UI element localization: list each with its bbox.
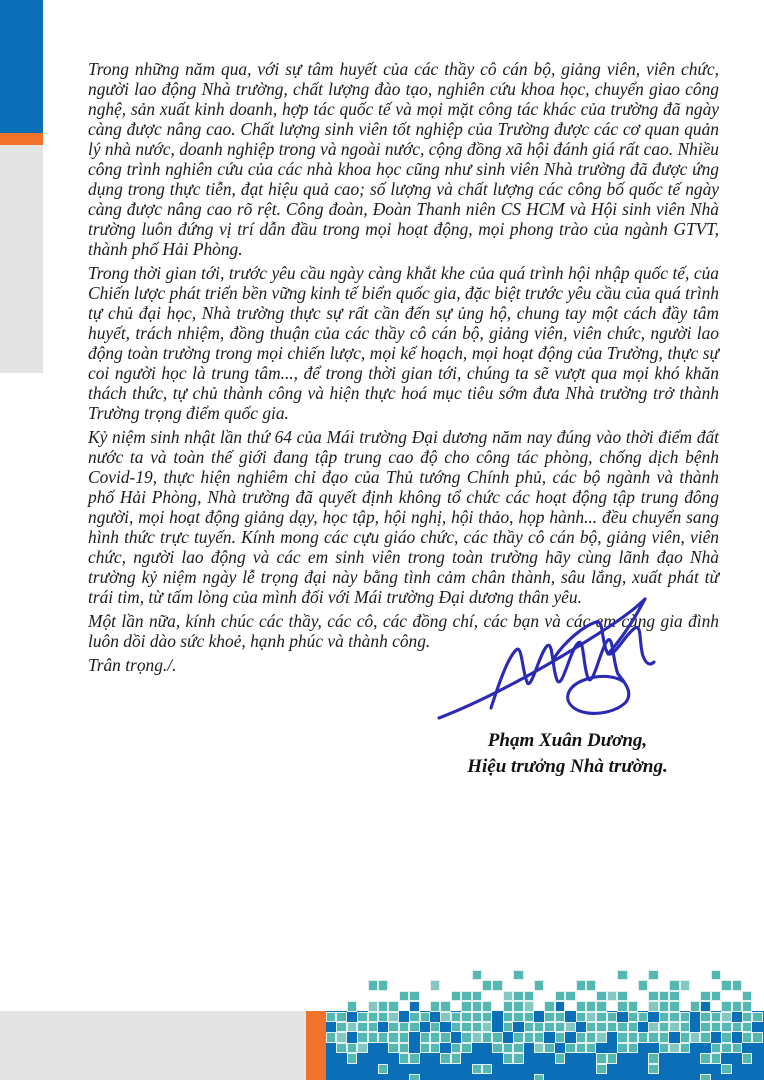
mosaic-cell — [576, 980, 586, 990]
bottom-orange-block — [306, 1011, 326, 1080]
mosaic-cell — [576, 1043, 586, 1053]
mosaic-cell — [326, 1032, 336, 1042]
mosaic-cell — [638, 980, 648, 990]
mosaic-cell — [461, 1043, 471, 1053]
mosaic-cell — [680, 1032, 690, 1042]
mosaic-cell — [482, 980, 492, 990]
mosaic-cell — [482, 1032, 492, 1042]
mosaic-cell — [732, 1022, 742, 1032]
mosaic-cell — [596, 1064, 606, 1074]
mosaic-cell — [503, 1012, 513, 1022]
mosaic-cell — [700, 1012, 710, 1022]
mosaic-cell — [669, 1022, 679, 1032]
mosaic-cell — [534, 1022, 544, 1032]
mosaic-cell — [336, 1043, 346, 1053]
mosaic-cell — [503, 1053, 513, 1063]
mosaic-cell — [513, 1001, 523, 1011]
mosaic-cell — [524, 1032, 534, 1042]
mosaic-cell — [628, 1022, 638, 1032]
mosaic-cell — [721, 1001, 731, 1011]
signer-name: Phạm Xuân Dương, — [487, 730, 648, 751]
mosaic-cell — [638, 1012, 648, 1022]
mosaic-cell — [544, 1043, 554, 1053]
mosaic-cell — [742, 1032, 752, 1042]
mosaic-cell — [430, 1043, 440, 1053]
mosaic-cell — [388, 1032, 398, 1042]
mosaic-cell — [669, 980, 679, 990]
mosaic-cell — [576, 1032, 586, 1042]
mosaic-cell — [368, 980, 378, 990]
mosaic-cell — [430, 1032, 440, 1042]
mosaic-cell — [607, 1053, 617, 1063]
paragraph-2: Trong thời gian tới, trước yêu cầu ngày càng khắt khe của quá trình hội nhập quốc tế, của Chiến lược phát triển bền vững kinh tế biển quốc gia, đặc biệt trước yêu cầu của quá trình tự chủ đại học, Nhà trường thực sự rất cần đến sự ủng hộ, chung tay một cách đầy tâm huyết, trách nhiệm, đồng thuận của các thầy cô cán bộ, giảng viên, viên chức, người lao động toàn trường trong mọi chiến lược, mọi kế hoạch, mọi hoạt động của Trường, thực sự coi người học là trung tâm..., để trong thời gian tới, chúng ta sẽ vượt qua mọi khó khăn thách thức, tự chủ thành công và hiện thực hoá mục tiêu sớm đưa Nhà trường trở thành Trường trọng điểm quốc gia. — [88, 263, 719, 423]
mosaic-cell — [555, 991, 565, 1001]
mosaic-cell — [368, 1032, 378, 1042]
signer-title: Hiệu trưởng Nhà trường. — [467, 756, 668, 777]
mosaic-cell — [451, 1043, 461, 1053]
mosaic-cell — [420, 1032, 430, 1042]
mosaic-cell — [430, 1001, 440, 1011]
mosaic-cell — [357, 1022, 367, 1032]
mosaic-cell — [596, 991, 606, 1001]
mosaic-cell — [409, 1074, 419, 1080]
mosaic-cell — [451, 1022, 461, 1032]
mosaic-cell — [638, 1032, 648, 1042]
mosaic-cell — [648, 1032, 658, 1042]
mosaic-cell — [659, 1032, 669, 1042]
mosaic-cell — [555, 1001, 565, 1011]
mosaic-cell — [576, 1012, 586, 1022]
mosaic-cell — [565, 1022, 575, 1032]
mosaic-cell — [513, 970, 523, 980]
mosaic-cell — [513, 1032, 523, 1042]
mosaic-cell — [617, 1032, 627, 1042]
mosaic-cell — [711, 1043, 721, 1053]
mosaic-cell — [461, 1001, 471, 1011]
mosaic-cell — [721, 1032, 731, 1042]
mosaic-cell — [524, 1012, 534, 1022]
mosaic-cell — [336, 1012, 346, 1022]
mosaic-cell — [492, 980, 502, 990]
mosaic-cell — [378, 1032, 388, 1042]
mosaic-cell — [659, 1022, 669, 1032]
mosaic-cell — [378, 1012, 388, 1022]
mosaic-cell — [596, 1022, 606, 1032]
mosaic-cell — [659, 1043, 669, 1053]
mosaic-cell — [399, 1022, 409, 1032]
mosaic-cell — [368, 1012, 378, 1022]
mosaic-cell — [596, 1032, 606, 1042]
mosaic-cell — [648, 1064, 658, 1074]
mosaic-cell — [586, 1022, 596, 1032]
mosaic-cell — [430, 1022, 440, 1032]
mosaic-pattern — [326, 970, 764, 1080]
mosaic-cell — [700, 991, 710, 1001]
mosaic-cell — [555, 1032, 565, 1042]
mosaic-cell — [336, 1032, 346, 1042]
mosaic-cell — [721, 980, 731, 990]
mosaic-cell — [440, 1001, 450, 1011]
mosaic-cell — [555, 1053, 565, 1063]
mosaic-cell — [388, 1001, 398, 1011]
mosaic-cell — [596, 1001, 606, 1011]
mosaic-cell — [742, 991, 752, 1001]
mosaic-cell — [492, 1043, 502, 1053]
mosaic-cell — [461, 1032, 471, 1042]
mosaic-cell — [586, 1032, 596, 1042]
mosaic-cell — [721, 1043, 731, 1053]
mosaic-cell — [534, 1074, 544, 1080]
mosaic-cell — [388, 1022, 398, 1032]
mosaic-cell — [440, 1032, 450, 1042]
mosaic-cell — [357, 1032, 367, 1042]
mosaic-cell — [565, 1043, 575, 1053]
mosaic-cell — [607, 1012, 617, 1022]
mosaic-cell — [482, 1064, 492, 1074]
mosaic-cell — [586, 1012, 596, 1022]
mosaic-cell — [461, 991, 471, 1001]
mosaic-cell — [607, 1022, 617, 1032]
mosaic-cell — [461, 1022, 471, 1032]
mosaic-cell — [659, 1001, 669, 1011]
mosaic-cell — [596, 1012, 606, 1022]
mosaic-cell — [628, 1001, 638, 1011]
mosaic-cell — [472, 1064, 482, 1074]
mosaic-cell — [721, 1064, 731, 1074]
mosaic-cell — [648, 970, 658, 980]
mosaic-cell — [409, 991, 419, 1001]
mosaic-cell — [742, 1001, 752, 1011]
mosaic-cell — [711, 1053, 721, 1063]
mosaic-cell — [399, 991, 409, 1001]
mosaic-cell — [472, 1032, 482, 1042]
mosaic-cell — [711, 1012, 721, 1022]
signature-block — [425, 728, 710, 780]
paragraph-1: Trong những năm qua, với sự tâm huyết của các thầy cô cán bộ, giảng viên, viên chức, người lao động Nhà trường, chất lượng đào tạo, nghiên cứu khoa học, chuyển giao công nghệ, sản xuất kinh doanh, hợp tác quốc tế và mọi mặt công tác khác của trường đã ngày càng được nâng cao. Chất lượng sinh viên tốt nghiệp của Trường được các cơ quan quản lý nhà nước, doanh nghiệp trong và ngoài nước, cộng đồng xã hội đánh giá rất cao. Nhiều công trình nghiên cứu của các nhà khoa học cũng như sinh viên Nhà trường đã được ứng dụng trong thực tiễn, đạt hiệu quả cao; số lượng và chất lượng các công bố quốc tế ngày càng được nâng cao rõ rệt. Công đoàn, Đoàn Thanh niên CS HCM và Hội sinh viên Nhà trường luôn đứng vị trí dẫn đầu trong mọi hoạt động, mọi phong trào của ngành GTVT, thành phố Hải Phòng. — [88, 59, 719, 259]
mosaic-cell — [700, 1032, 710, 1042]
mosaic-cell — [336, 1022, 346, 1032]
mosaic-cell — [461, 1012, 471, 1022]
mosaic-cell — [451, 991, 461, 1001]
mosaic-cell — [472, 970, 482, 980]
mosaic-cell — [409, 1053, 419, 1063]
mosaic-cell — [347, 1022, 357, 1032]
mosaic-cell — [409, 1012, 419, 1022]
mosaic-cell — [732, 1043, 742, 1053]
mosaic-cell — [357, 1043, 367, 1053]
mosaic-cell — [680, 1012, 690, 1022]
mosaic-cell — [534, 1043, 544, 1053]
mosaic-cell — [628, 1043, 638, 1053]
left-gray-bar — [0, 145, 43, 373]
mosaic-cell — [700, 1001, 710, 1011]
mosaic-cell — [347, 1001, 357, 1011]
signature-scribble — [436, 596, 756, 728]
mosaic-cell — [690, 1032, 700, 1042]
mosaic-cell — [742, 1022, 752, 1032]
mosaic-cell — [399, 1053, 409, 1063]
mosaic-cell — [503, 991, 513, 1001]
mosaic-cell — [555, 1022, 565, 1032]
mosaic-cell — [607, 991, 617, 1001]
mosaic-cell — [586, 1001, 596, 1011]
mosaic-cell — [700, 1074, 710, 1080]
mosaic-cell — [752, 1012, 762, 1022]
mosaic-cell — [555, 1012, 565, 1022]
mosaic-cell — [409, 1022, 419, 1032]
mosaic-cell — [430, 980, 440, 990]
letter-body — [88, 59, 719, 679]
mosaic-cell — [524, 1001, 534, 1011]
mosaic-cell — [721, 1012, 731, 1022]
mosaic-cell — [420, 1012, 430, 1022]
mosaic-cell — [368, 1022, 378, 1032]
mosaic-cell — [482, 1001, 492, 1011]
mosaic-cell — [326, 1012, 336, 1022]
mosaic-cell — [388, 1012, 398, 1022]
mosaic-cell — [544, 1012, 554, 1022]
mosaic-cell — [451, 1012, 461, 1022]
mosaic-cell — [482, 1022, 492, 1032]
mosaic-cell — [690, 1001, 700, 1011]
mosaic-cell — [659, 1012, 669, 1022]
mosaic-cell — [742, 1012, 752, 1022]
mosaic-cell — [742, 1053, 752, 1063]
mosaic-cell — [711, 1022, 721, 1032]
mosaic-cell — [492, 1032, 502, 1042]
mosaic-cell — [711, 991, 721, 1001]
mosaic-cell — [711, 970, 721, 980]
mosaic-cell — [440, 1053, 450, 1063]
mosaic-cell — [544, 1001, 554, 1011]
mosaic-cell — [680, 1022, 690, 1032]
mosaic-cell — [628, 1032, 638, 1042]
mosaic-cell — [399, 1032, 409, 1042]
closing-salutation: Trân trọng./. — [88, 655, 177, 675]
mosaic-cell — [368, 1001, 378, 1011]
mosaic-cell — [378, 1064, 388, 1074]
mosaic-cell — [669, 1012, 679, 1022]
mosaic-cell — [524, 991, 534, 1001]
mosaic-cell — [472, 991, 482, 1001]
mosaic-cell — [617, 991, 627, 1001]
mosaic-cell — [617, 970, 627, 980]
mosaic-cell — [472, 1001, 482, 1011]
mosaic-cell — [503, 1001, 513, 1011]
mosaic-cell — [503, 1043, 513, 1053]
mosaic-cell — [752, 1032, 762, 1042]
mosaic-cell — [576, 1001, 586, 1011]
mosaic-cell — [378, 980, 388, 990]
mosaic-cell — [513, 991, 523, 1001]
mosaic-cell — [732, 980, 742, 990]
mosaic-cell — [659, 991, 669, 1001]
mosaic-cell — [482, 1012, 492, 1022]
mosaic-cell — [669, 991, 679, 1001]
mosaic-cell — [534, 980, 544, 990]
mosaic-cell — [544, 1022, 554, 1032]
mosaic-cell — [648, 1022, 658, 1032]
mosaic-cell — [648, 1053, 658, 1063]
mosaic-cell — [700, 1022, 710, 1032]
mosaic-cell — [513, 1043, 523, 1053]
mosaic-cell — [648, 991, 658, 1001]
mosaic-cell — [628, 1012, 638, 1022]
mosaic-cell — [451, 1053, 461, 1063]
left-orange-bar — [0, 133, 43, 145]
mosaic-cell — [534, 1032, 544, 1042]
mosaic-cell — [617, 1022, 627, 1032]
mosaic-cell — [513, 1012, 523, 1022]
mosaic-cell — [409, 1001, 419, 1011]
mosaic-cell — [472, 1022, 482, 1032]
mosaic-cell — [565, 991, 575, 1001]
mosaic-cell — [586, 1043, 596, 1053]
mosaic-cell — [721, 1022, 731, 1032]
mosaic-cell — [669, 1043, 679, 1053]
mosaic-cell — [732, 1001, 742, 1011]
mosaic-cell — [586, 980, 596, 990]
mosaic-cell — [472, 1012, 482, 1022]
mosaic-cell — [388, 1043, 398, 1053]
mosaic-cell — [357, 1012, 367, 1022]
mosaic-cell — [617, 1043, 627, 1053]
mosaic-cell — [648, 1001, 658, 1011]
left-blue-bar — [0, 0, 43, 133]
mosaic-cell — [440, 1012, 450, 1022]
mosaic-cell — [669, 1001, 679, 1011]
mosaic-cell — [596, 1053, 606, 1063]
mosaic-cell — [378, 1001, 388, 1011]
mosaic-cell — [347, 1053, 357, 1063]
mosaic-cell — [503, 1022, 513, 1032]
bottom-gray-band — [0, 1011, 306, 1080]
mosaic-cell — [513, 1053, 523, 1063]
mosaic-cell — [680, 1043, 690, 1053]
mosaic-cell — [399, 1043, 409, 1053]
mosaic-cell — [420, 1043, 430, 1053]
mosaic-cell — [700, 1053, 710, 1063]
mosaic-cell — [617, 1001, 627, 1011]
mosaic-cell — [680, 980, 690, 990]
paragraph-3: Kỷ niệm sinh nhật lần thứ 64 của Mái trường Đại dương năm nay đúng vào thời điểm đất nước ta và toàn thế giới đang tập trung cao độ cho công tác phòng, chống dịch bệnh Covid-19, thực hiện nghiêm chỉ đạo của Thủ tướng Chính phủ, các bộ ngành và thành phố Hải Phòng, Nhà trường đã quyết định không tổ chức các hoạt động tập trung đông người, mọi hoạt động giảng dạy, học tập, hội nghị, hội thảo, họp hành... đều chuyển sang hình thức trực tuyến. Kính mong các cựu giáo chức, các thầy cô cán bộ, giảng viên, viên chức, người lao động và các em sinh viên trong toàn trường hãy cùng lãnh đạo Nhà trường kỷ niệm ngày lễ trọng đại này bằng tình cảm chân thành, sâu lắng, xuất phát từ trái tim, từ tấm lòng của mình đối với Mái trường Đại dương thân yêu. — [88, 427, 719, 607]
paragraph-4: Một lần nữa, kính chúc các thầy, các cô, các đồng chí, các bạn và các em cùng gia đình luôn dồi dào sức khoẻ, hạnh phúc và thành công. — [88, 611, 719, 651]
mosaic-cell — [524, 1022, 534, 1032]
mosaic-cell — [347, 1043, 357, 1053]
